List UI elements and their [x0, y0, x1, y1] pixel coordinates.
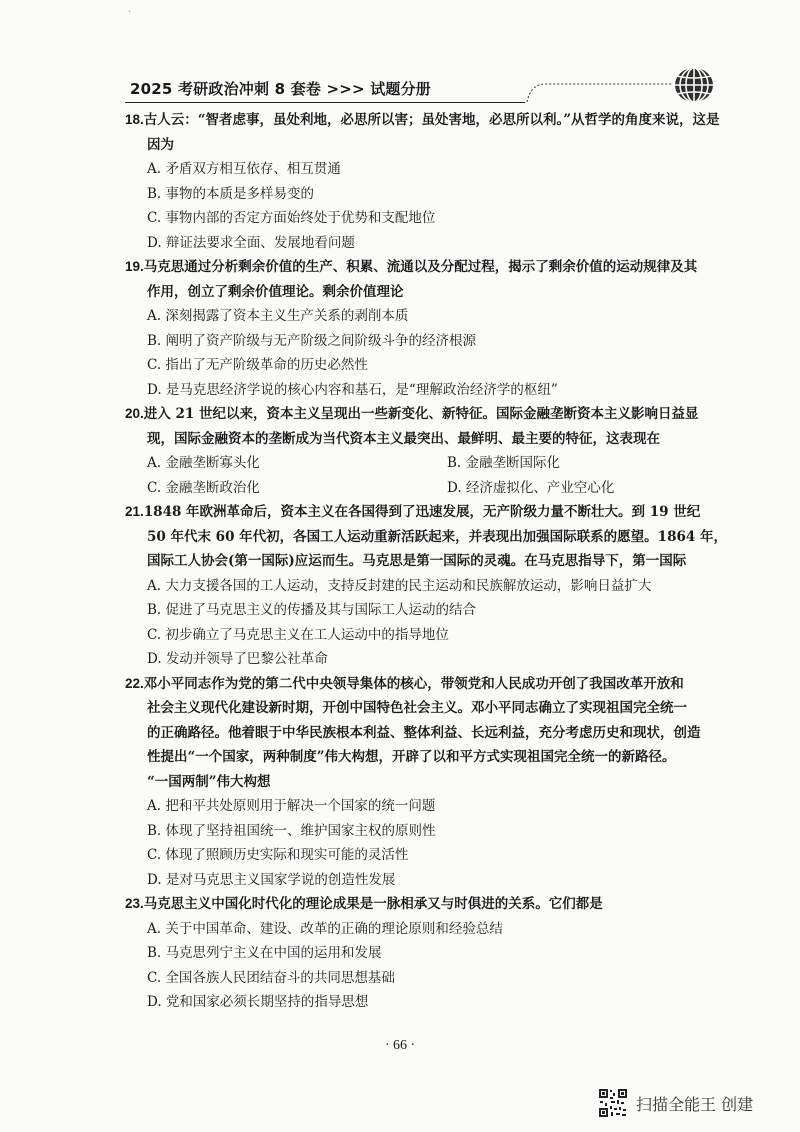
question-number: 23.: [125, 896, 144, 911]
answer-option: C. 全国各族人民团结奋斗的共同思想基础: [147, 969, 395, 986]
answer-option: C. 指出了无产阶级革命的历史必然性: [147, 357, 368, 373]
option-row: [125, 451, 725, 476]
question-stem-line: [125, 427, 725, 452]
question-23: [125, 892, 725, 1015]
question-stem-text: 社会主义现代化建设新时期，开创中国特色社会主义。邓小平同志确立了实现祖国完全统一: [147, 700, 687, 716]
answer-option: A. 矛盾双方相互依存、相互贯通: [147, 161, 341, 177]
question-19: [125, 255, 725, 402]
question-stem-line: [125, 745, 725, 770]
question-20: [125, 402, 725, 500]
question-stem-text: “一国两制”伟大构想: [147, 773, 271, 790]
question-stem-text: 国际工人协会(第一国际)应运而生。马克思是第一国际的灵魂。在马克思指导下，第一国际: [147, 553, 687, 569]
question-stem-text: 的正确路径。他着眼于中华民族根本利益、整体利益、长远利益，充分考虑历史和现状，创造: [147, 724, 701, 741]
question-stem-text: 邓小平同志作为党的第二代中央领导集体的核心，带领党和人民成功开创了我国改革开放和: [143, 675, 684, 692]
question-stem-line: [125, 549, 725, 574]
answer-option: C. 体现了照顾历史实际和现实可能的灵活性: [147, 847, 409, 863]
answer-option: B. 体现了坚持祖国统一、维护国家主权的原则性: [147, 822, 436, 839]
page-number: · 66 ·: [384, 1038, 416, 1053]
question-stem-line: [125, 525, 725, 550]
header-rule: [125, 102, 525, 103]
question-18: [125, 108, 725, 255]
question-stem-text: 古人云：“智者虑事，虽处利地，必思所以害；虽处害地，必思所以利。”从哲学的角度来说，这是: [143, 112, 720, 128]
option-row: [125, 476, 725, 501]
question-number: 22.: [125, 675, 144, 691]
answer-option: D. 党和国家必须长期坚持的指导思想: [147, 994, 369, 1010]
question-stem-line: [125, 402, 725, 427]
question-stem-line: [125, 255, 725, 280]
question-stem-text: 现，国际金融资本的垄断成为当代资本主义最突出、最鲜明、最主要的特征，这表现在: [147, 430, 660, 447]
question-22: [125, 672, 725, 893]
answer-option: D. 发动并领导了巴黎公社革命: [147, 651, 328, 667]
answer-option: B. 促进了马克思主义的传播及其与国际工人运动的结合: [147, 602, 477, 618]
question-stem-line: [125, 770, 725, 795]
answer-option: C. 金融垄断政治化: [147, 479, 260, 496]
answer-option: B. 阐明了资产阶级与无产阶级之间阶级斗争的经济根源: [147, 332, 477, 349]
answer-option: D. 辩证法要求全面、发展地看问题: [147, 234, 355, 251]
scanner-watermark: [598, 1086, 753, 1120]
question-number: 19.: [125, 259, 144, 274]
question-21: [125, 500, 725, 672]
question-stem-text: 50 年代末 60 年代初，各国工人运动重新活跃起来，并表现出加强国际联系的愿望。1864 年，: [147, 528, 727, 545]
question-stem-line: [125, 672, 725, 697]
globe-icon: [672, 65, 716, 105]
answer-option: C. 事物内部的否定方面始终处于优势和支配地位: [147, 210, 436, 226]
answer-option: A. 把和平共处原则用于解决一个国家的统一问题: [147, 798, 436, 814]
question-stem-line: [125, 721, 725, 746]
question-stem-text: 1848 年欧洲革命后，资本主义在各国得到了迅速发展，无产阶级力量不断壮大。到 19 世纪: [143, 504, 701, 520]
answer-option: A. 关于中国革命、建设、改革的正确的理论原则和经验总结: [147, 920, 503, 937]
question-number: 18.: [125, 112, 144, 127]
answer-option: D. 是对马克思主义国家学说的创造性发展: [147, 871, 396, 888]
answer-option: C. 初步确立了马克思主义在工人运动中的指导地位: [147, 626, 449, 643]
answer-option: A. 深刻揭露了资本主义生产关系的剥削本质: [147, 308, 409, 324]
answer-option: A. 大力支援各国的工人运动，支持反封建的民主运动和民族解放运动，影响日益扩大: [147, 577, 652, 594]
question-stem-text: 性提出“一个国家，两种制度”伟大构想，开辟了以和平方式实现祖国完全统一的新路径。: [147, 749, 676, 765]
answer-option: B. 事物的本质是多样易变的: [147, 185, 315, 202]
watermark-text: 扫描全能王 创建: [636, 1094, 754, 1114]
question-stem-line: [125, 108, 725, 133]
question-stem-text: 作用，创立了剩余价值理论。剩余价值理论: [147, 283, 404, 300]
question-stem-line: [125, 500, 725, 525]
question-number: 20.: [125, 406, 144, 421]
scan-artifact-mark: `: [128, 10, 132, 19]
page-header: [125, 70, 725, 110]
question-stem-line: [125, 696, 725, 721]
question-stem-text: 马克思通过分析剩余价值的生产、积累、流通以及分配过程，揭示了剩余价值的运动规律及其: [143, 259, 698, 275]
answer-option: A. 金融垄断寡头化: [147, 455, 260, 471]
question-stem-text: 进入 21 世纪以来，资本主义呈现出一些新变化、新特征。国际金融垄断资本主义影响日益显: [143, 406, 699, 422]
question-list: [125, 108, 725, 1015]
answer-option: D. 经济虚拟化、产业空心化: [447, 479, 615, 496]
header-dashed-curve: [525, 80, 675, 102]
question-number: 21.: [125, 504, 144, 519]
header-title: 2025 考研政治冲刺 8 套卷 >>> 试题分册: [130, 80, 432, 98]
question-stem-line: [125, 280, 725, 305]
question-stem-line: [125, 892, 725, 917]
question-stem-line: [125, 133, 725, 158]
question-stem-text: 马克思主义中国化时代化的理论成果是一脉相承又与时俱进的关系。它们都是: [143, 896, 603, 912]
answer-option: B. 金融垄断国际化: [447, 455, 561, 471]
question-stem-text: 因为: [147, 136, 174, 153]
answer-option: B. 马克思列宁主义在中国的运用和发展: [147, 945, 382, 961]
qr-code-icon: [598, 1088, 628, 1118]
answer-option: D. 是马克思经济学说的核心内容和基石，是“理解政治经济学的枢纽”: [147, 381, 558, 398]
